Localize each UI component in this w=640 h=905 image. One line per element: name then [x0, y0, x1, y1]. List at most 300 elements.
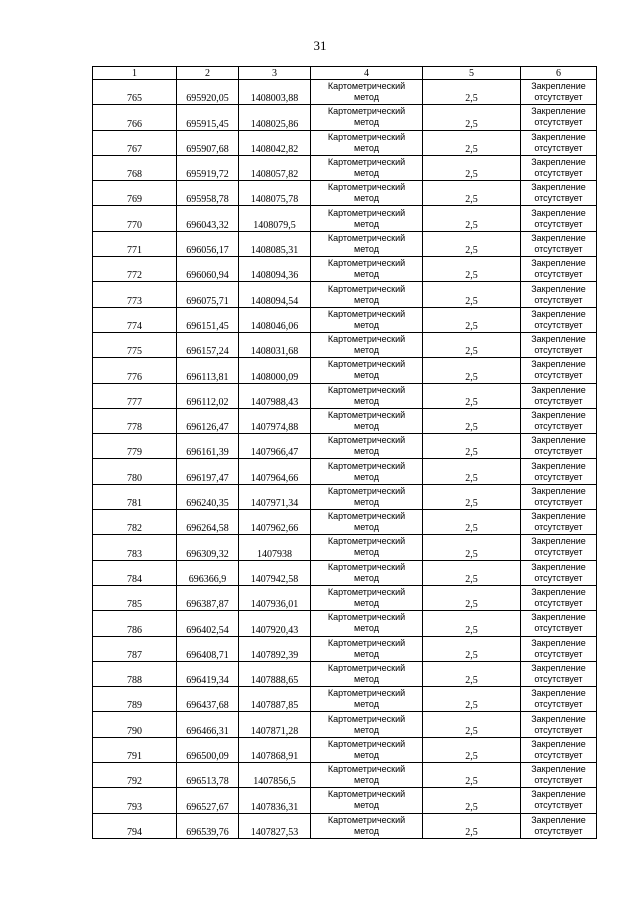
- point-number: 794: [93, 813, 177, 838]
- fixation-text-line2: отсутствует: [534, 648, 583, 659]
- fixation-text-line1: Закрепление: [531, 384, 586, 395]
- coordinate-x: 696437,68: [177, 687, 239, 712]
- method-text-line2: метод: [354, 294, 379, 305]
- table-row: [93, 358, 597, 383]
- coordinate-y: 1407887,85: [239, 687, 311, 712]
- method-text-line1: Картометрический: [327, 182, 406, 193]
- fixation-text-line2: отсутствует: [534, 724, 583, 735]
- accuracy-value: 2,5: [423, 510, 521, 535]
- fixation-text-line2: отсутствует: [534, 673, 583, 684]
- coordinate-y: 1408079,5: [239, 206, 311, 231]
- fixation-text-line1: Закрепление: [531, 106, 586, 117]
- method-text-line1: Картометрический: [327, 106, 406, 117]
- method-cell: [311, 510, 423, 535]
- point-number: 782: [93, 510, 177, 535]
- fixation-text-line1: Закрепление: [531, 232, 586, 243]
- fixation-text-line1: Закрепление: [531, 460, 586, 471]
- method-cell: [311, 737, 423, 762]
- fixation-cell: [521, 636, 597, 661]
- table-row: [93, 231, 597, 256]
- fixation-cell: [521, 130, 597, 155]
- coordinate-x: 696112,02: [177, 383, 239, 408]
- method-cell: [311, 434, 423, 459]
- method-text-line1: Картометрический: [327, 764, 406, 775]
- point-number: 790: [93, 712, 177, 737]
- method-cell: [311, 130, 423, 155]
- method-cell: [311, 535, 423, 560]
- fixation-cell: [521, 687, 597, 712]
- column-header-3: 3: [239, 67, 311, 80]
- method-cell: [311, 155, 423, 180]
- method-text-line1: Картометрический: [327, 814, 406, 825]
- accuracy-value: 2,5: [423, 307, 521, 332]
- accuracy-value: 2,5: [423, 206, 521, 231]
- table-row: [93, 510, 597, 535]
- method-cell: [311, 206, 423, 231]
- column-header-6: 6: [521, 67, 597, 80]
- method-cell: [311, 459, 423, 484]
- method-text-line1: Картометрический: [327, 511, 406, 522]
- fixation-text-line1: Закрепление: [531, 612, 586, 623]
- fixation-text-line2: отсутствует: [534, 319, 583, 330]
- accuracy-value: 2,5: [423, 585, 521, 610]
- table-row: [93, 80, 597, 105]
- coordinate-y: 1407868,91: [239, 737, 311, 762]
- coordinate-y: 1407856,5: [239, 763, 311, 788]
- fixation-cell: [521, 383, 597, 408]
- method-text-line1: Картометрический: [327, 258, 406, 269]
- table-row: [93, 257, 597, 282]
- accuracy-value: 2,5: [423, 80, 521, 105]
- table-row: [93, 307, 597, 332]
- table-row: [93, 459, 597, 484]
- method-text-line2: метод: [354, 345, 379, 356]
- accuracy-value: 2,5: [423, 661, 521, 686]
- table-row: [93, 585, 597, 610]
- method-text-line2: метод: [354, 370, 379, 381]
- fixation-cell: [521, 535, 597, 560]
- coordinate-y: 1408000,09: [239, 358, 311, 383]
- accuracy-value: 2,5: [423, 231, 521, 256]
- method-text-line1: Картометрический: [327, 232, 406, 243]
- fixation-text-line2: отсутствует: [534, 775, 583, 786]
- coordinate-x: 696043,32: [177, 206, 239, 231]
- fixation-text-line1: Закрепление: [531, 764, 586, 775]
- method-text-line1: Картометрический: [327, 688, 406, 699]
- method-text-line1: Картометрический: [327, 283, 406, 294]
- method-text-line1: Картометрический: [327, 662, 406, 673]
- method-cell: [311, 383, 423, 408]
- accuracy-value: 2,5: [423, 788, 521, 813]
- point-number: 793: [93, 788, 177, 813]
- coordinate-y: 1408003,88: [239, 80, 311, 105]
- fixation-text-line1: Закрепление: [531, 334, 586, 345]
- fixation-cell: [521, 585, 597, 610]
- coordinate-y: 1407962,66: [239, 510, 311, 535]
- fixation-text-line1: Закрепление: [531, 435, 586, 446]
- method-text-line2: метод: [354, 446, 379, 457]
- method-cell: [311, 813, 423, 838]
- method-text-line1: Картометрический: [327, 207, 406, 218]
- method-cell: [311, 611, 423, 636]
- coordinate-x: 695907,68: [177, 130, 239, 155]
- coordinate-y: 1408042,82: [239, 130, 311, 155]
- coordinate-y: 1408075,78: [239, 181, 311, 206]
- table-row: [93, 155, 597, 180]
- coordinate-y: 1407964,66: [239, 459, 311, 484]
- fixation-cell: [521, 560, 597, 585]
- coordinate-y: 1407942,58: [239, 560, 311, 585]
- coordinate-y: 1407827,53: [239, 813, 311, 838]
- table-row: [93, 661, 597, 686]
- table-row: [93, 105, 597, 130]
- method-text-line2: метод: [354, 673, 379, 684]
- method-text-line1: Картометрический: [327, 713, 406, 724]
- method-cell: [311, 687, 423, 712]
- point-number: 786: [93, 611, 177, 636]
- coordinate-y: 1408085,31: [239, 231, 311, 256]
- method-text-line2: метод: [354, 724, 379, 735]
- coordinate-y: 1408025,86: [239, 105, 311, 130]
- table-row: [93, 687, 597, 712]
- coordinate-y: 1407936,01: [239, 585, 311, 610]
- method-cell: [311, 80, 423, 105]
- fixation-text-line1: Закрепление: [531, 814, 586, 825]
- coordinate-x: 696419,34: [177, 661, 239, 686]
- method-text-line2: метод: [354, 168, 379, 179]
- method-text-line2: метод: [354, 547, 379, 558]
- point-number: 766: [93, 105, 177, 130]
- fixation-text-line1: Закрепление: [531, 713, 586, 724]
- method-cell: [311, 636, 423, 661]
- table-row: [93, 434, 597, 459]
- method-text-line1: Картометрический: [327, 359, 406, 370]
- method-text-line1: Картометрический: [327, 460, 406, 471]
- point-number: 792: [93, 763, 177, 788]
- fixation-text-line1: Закрепление: [531, 485, 586, 496]
- point-number: 769: [93, 181, 177, 206]
- fixation-text-line2: отсутствует: [534, 421, 583, 431]
- coordinate-x: 696264,58: [177, 510, 239, 535]
- method-text-line2: метод: [354, 243, 379, 254]
- coordinate-x: 695915,45: [177, 105, 239, 130]
- point-number: 781: [93, 484, 177, 509]
- method-cell: [311, 257, 423, 282]
- fixation-text-line2: отсутствует: [534, 218, 583, 229]
- method-cell: [311, 484, 423, 509]
- fixation-text-line1: Закрепление: [531, 410, 586, 420]
- column-header-2: 2: [177, 67, 239, 80]
- method-text-line2: метод: [354, 522, 379, 533]
- fixation-text-line2: отсутствует: [534, 168, 583, 179]
- coordinate-x: 695920,05: [177, 80, 239, 105]
- fixation-text-line2: отсутствует: [534, 142, 583, 153]
- coordinate-x: 696513,78: [177, 763, 239, 788]
- fixation-text-line2: отсутствует: [534, 598, 583, 609]
- table-row: [93, 611, 597, 636]
- table-row: [93, 282, 597, 307]
- fixation-text-line2: отсутствует: [534, 572, 583, 583]
- fixation-text-line2: отсутствует: [534, 825, 583, 836]
- table-row: [93, 560, 597, 585]
- method-cell: [311, 560, 423, 585]
- coordinate-y: 1407871,28: [239, 712, 311, 737]
- point-number: 767: [93, 130, 177, 155]
- fixation-text-line2: отсутствует: [534, 496, 583, 507]
- method-cell: [311, 712, 423, 737]
- accuracy-value: 2,5: [423, 737, 521, 762]
- accuracy-value: 2,5: [423, 105, 521, 130]
- point-number: 772: [93, 257, 177, 282]
- coordinate-x: 696197,47: [177, 459, 239, 484]
- table-body: [93, 80, 597, 839]
- table-row: [93, 535, 597, 560]
- fixation-cell: [521, 788, 597, 813]
- column-header-4: 4: [311, 67, 423, 80]
- point-number: 774: [93, 307, 177, 332]
- fixation-text-line1: Закрепление: [531, 157, 586, 168]
- fixation-cell: [521, 763, 597, 788]
- fixation-text-line2: отсутствует: [534, 117, 583, 128]
- method-text-line2: метод: [354, 572, 379, 583]
- fixation-cell: [521, 257, 597, 282]
- coordinates-table: [92, 66, 597, 839]
- point-number: 787: [93, 636, 177, 661]
- fixation-text-line2: отсутствует: [534, 800, 583, 811]
- fixation-text-line2: отсутствует: [534, 446, 583, 457]
- fixation-cell: [521, 231, 597, 256]
- method-cell: [311, 661, 423, 686]
- point-number: 785: [93, 585, 177, 610]
- method-cell: [311, 231, 423, 256]
- coordinate-y: 1408031,68: [239, 332, 311, 357]
- method-text-line1: Картометрический: [327, 384, 406, 395]
- coordinate-x: 696387,87: [177, 585, 239, 610]
- method-text-line2: метод: [354, 598, 379, 609]
- fixation-cell: [521, 737, 597, 762]
- coordinate-x: 696500,09: [177, 737, 239, 762]
- coordinate-x: 696060,94: [177, 257, 239, 282]
- table-row: [93, 636, 597, 661]
- fixation-text-line2: отсутствует: [534, 370, 583, 381]
- coordinate-x: 696466,31: [177, 712, 239, 737]
- fixation-cell: [521, 813, 597, 838]
- method-cell: [311, 282, 423, 307]
- method-text-line1: Картометрический: [327, 536, 406, 547]
- accuracy-value: 2,5: [423, 560, 521, 585]
- fixation-text-line2: отсутствует: [534, 471, 583, 482]
- method-text-line2: метод: [354, 825, 379, 836]
- fixation-text-line1: Закрепление: [531, 789, 586, 800]
- fixation-text-line1: Закрепление: [531, 308, 586, 319]
- method-text-line1: Картометрический: [327, 789, 406, 800]
- coordinate-x: 695919,72: [177, 155, 239, 180]
- fixation-text-line2: отсутствует: [534, 92, 583, 103]
- fixation-cell: [521, 510, 597, 535]
- accuracy-value: 2,5: [423, 484, 521, 509]
- fixation-text-line1: Закрепление: [531, 131, 586, 142]
- fixation-text-line1: Закрепление: [531, 688, 586, 699]
- method-text-line2: метод: [354, 193, 379, 204]
- point-number: 783: [93, 535, 177, 560]
- fixation-text-line2: отсутствует: [534, 547, 583, 558]
- method-text-line1: Картометрический: [327, 612, 406, 623]
- point-number: 791: [93, 737, 177, 762]
- accuracy-value: 2,5: [423, 408, 521, 433]
- point-number: 780: [93, 459, 177, 484]
- fixation-text-line2: отсутствует: [534, 193, 583, 204]
- point-number: 778: [93, 408, 177, 433]
- fixation-cell: [521, 408, 597, 433]
- fixation-cell: [521, 282, 597, 307]
- fixation-cell: [521, 80, 597, 105]
- accuracy-value: 2,5: [423, 763, 521, 788]
- coordinate-x: 696157,24: [177, 332, 239, 357]
- fixation-text-line1: Закрепление: [531, 511, 586, 522]
- method-cell: [311, 358, 423, 383]
- fixation-text-line1: Закрепление: [531, 587, 586, 598]
- method-text-line1: Картометрический: [327, 738, 406, 749]
- coordinate-y: 1407836,31: [239, 788, 311, 813]
- coordinate-x: 696366,9: [177, 560, 239, 585]
- method-text-line2: метод: [354, 421, 379, 431]
- coordinate-y: 1407966,47: [239, 434, 311, 459]
- coordinate-y: 1408046,06: [239, 307, 311, 332]
- method-text-line2: метод: [354, 749, 379, 760]
- fixation-text-line2: отсутствует: [534, 269, 583, 280]
- method-text-line2: метод: [354, 142, 379, 153]
- column-header-5: 5: [423, 67, 521, 80]
- coordinate-x: 696527,67: [177, 788, 239, 813]
- coordinate-y: 1407920,43: [239, 611, 311, 636]
- point-number: 773: [93, 282, 177, 307]
- accuracy-value: 2,5: [423, 358, 521, 383]
- method-cell: [311, 105, 423, 130]
- coordinate-y: 1408094,36: [239, 257, 311, 282]
- method-cell: [311, 307, 423, 332]
- coordinate-x: 696113,81: [177, 358, 239, 383]
- accuracy-value: 2,5: [423, 459, 521, 484]
- table-row: [93, 788, 597, 813]
- coordinate-x: 696402,54: [177, 611, 239, 636]
- point-number: 770: [93, 206, 177, 231]
- coordinate-y: 1407974,88: [239, 408, 311, 433]
- point-number: 775: [93, 332, 177, 357]
- method-text-line1: Картометрический: [327, 81, 406, 92]
- fixation-text-line1: Закрепление: [531, 207, 586, 218]
- method-text-line2: метод: [354, 471, 379, 482]
- method-text-line1: Картометрический: [327, 131, 406, 142]
- point-number: 789: [93, 687, 177, 712]
- accuracy-value: 2,5: [423, 636, 521, 661]
- table-row: [93, 383, 597, 408]
- coordinate-x: 696240,35: [177, 484, 239, 509]
- method-cell: [311, 585, 423, 610]
- fixation-cell: [521, 358, 597, 383]
- fixation-text-line1: Закрепление: [531, 359, 586, 370]
- method-text-line1: Картометрический: [327, 435, 406, 446]
- fixation-cell: [521, 181, 597, 206]
- point-number: 771: [93, 231, 177, 256]
- accuracy-value: 2,5: [423, 611, 521, 636]
- coordinate-y: 1407988,43: [239, 383, 311, 408]
- table-row: [93, 206, 597, 231]
- accuracy-value: 2,5: [423, 332, 521, 357]
- fixation-text-line2: отсутствует: [534, 243, 583, 254]
- fixation-cell: [521, 206, 597, 231]
- accuracy-value: 2,5: [423, 813, 521, 838]
- fixation-text-line2: отсутствует: [534, 294, 583, 305]
- method-text-line2: метод: [354, 319, 379, 330]
- accuracy-value: 2,5: [423, 535, 521, 560]
- accuracy-value: 2,5: [423, 257, 521, 282]
- fixation-text-line2: отсутствует: [534, 749, 583, 760]
- accuracy-value: 2,5: [423, 130, 521, 155]
- method-text-line2: метод: [354, 800, 379, 811]
- point-number: 768: [93, 155, 177, 180]
- coordinate-x: 696075,71: [177, 282, 239, 307]
- method-text-line1: Картометрический: [327, 308, 406, 319]
- method-text-line1: Картометрический: [327, 637, 406, 648]
- fixation-cell: [521, 611, 597, 636]
- fixation-text-line2: отсутствует: [534, 522, 583, 533]
- fixation-cell: [521, 661, 597, 686]
- table-row: [93, 737, 597, 762]
- method-text-line1: Картометрический: [327, 561, 406, 572]
- fixation-text-line2: отсутствует: [534, 699, 583, 710]
- method-text-line1: Картометрический: [327, 334, 406, 345]
- coordinate-y: 1408094,54: [239, 282, 311, 307]
- coordinate-y: 1407892,39: [239, 636, 311, 661]
- table-row: [93, 181, 597, 206]
- method-text-line2: метод: [354, 218, 379, 229]
- method-text-line1: Картометрический: [327, 157, 406, 168]
- coordinate-x: 696056,17: [177, 231, 239, 256]
- fixation-cell: [521, 155, 597, 180]
- fixation-text-line1: Закрепление: [531, 561, 586, 572]
- coordinate-y: 1407971,34: [239, 484, 311, 509]
- fixation-text-line1: Закрепление: [531, 81, 586, 92]
- method-text-line2: метод: [354, 117, 379, 128]
- fixation-cell: [521, 459, 597, 484]
- method-text-line2: метод: [354, 395, 379, 406]
- accuracy-value: 2,5: [423, 155, 521, 180]
- coordinate-y: 1407938: [239, 535, 311, 560]
- coordinate-x: 696539,76: [177, 813, 239, 838]
- point-number: 777: [93, 383, 177, 408]
- coordinate-x: 695958,78: [177, 181, 239, 206]
- coordinate-x: 696151,45: [177, 307, 239, 332]
- accuracy-value: 2,5: [423, 181, 521, 206]
- fixation-text-line1: Закрепление: [531, 283, 586, 294]
- point-number: 765: [93, 80, 177, 105]
- coordinate-x: 696408,71: [177, 636, 239, 661]
- table-row: [93, 484, 597, 509]
- fixation-text-line2: отсутствует: [534, 345, 583, 356]
- method-cell: [311, 408, 423, 433]
- accuracy-value: 2,5: [423, 434, 521, 459]
- fixation-cell: [521, 712, 597, 737]
- fixation-text-line2: отсутствует: [534, 395, 583, 406]
- table-header: [93, 67, 597, 80]
- fixation-cell: [521, 105, 597, 130]
- method-cell: [311, 181, 423, 206]
- table-row: [93, 408, 597, 433]
- method-text-line2: метод: [354, 496, 379, 507]
- method-cell: [311, 763, 423, 788]
- method-text-line2: метод: [354, 648, 379, 659]
- point-number: 776: [93, 358, 177, 383]
